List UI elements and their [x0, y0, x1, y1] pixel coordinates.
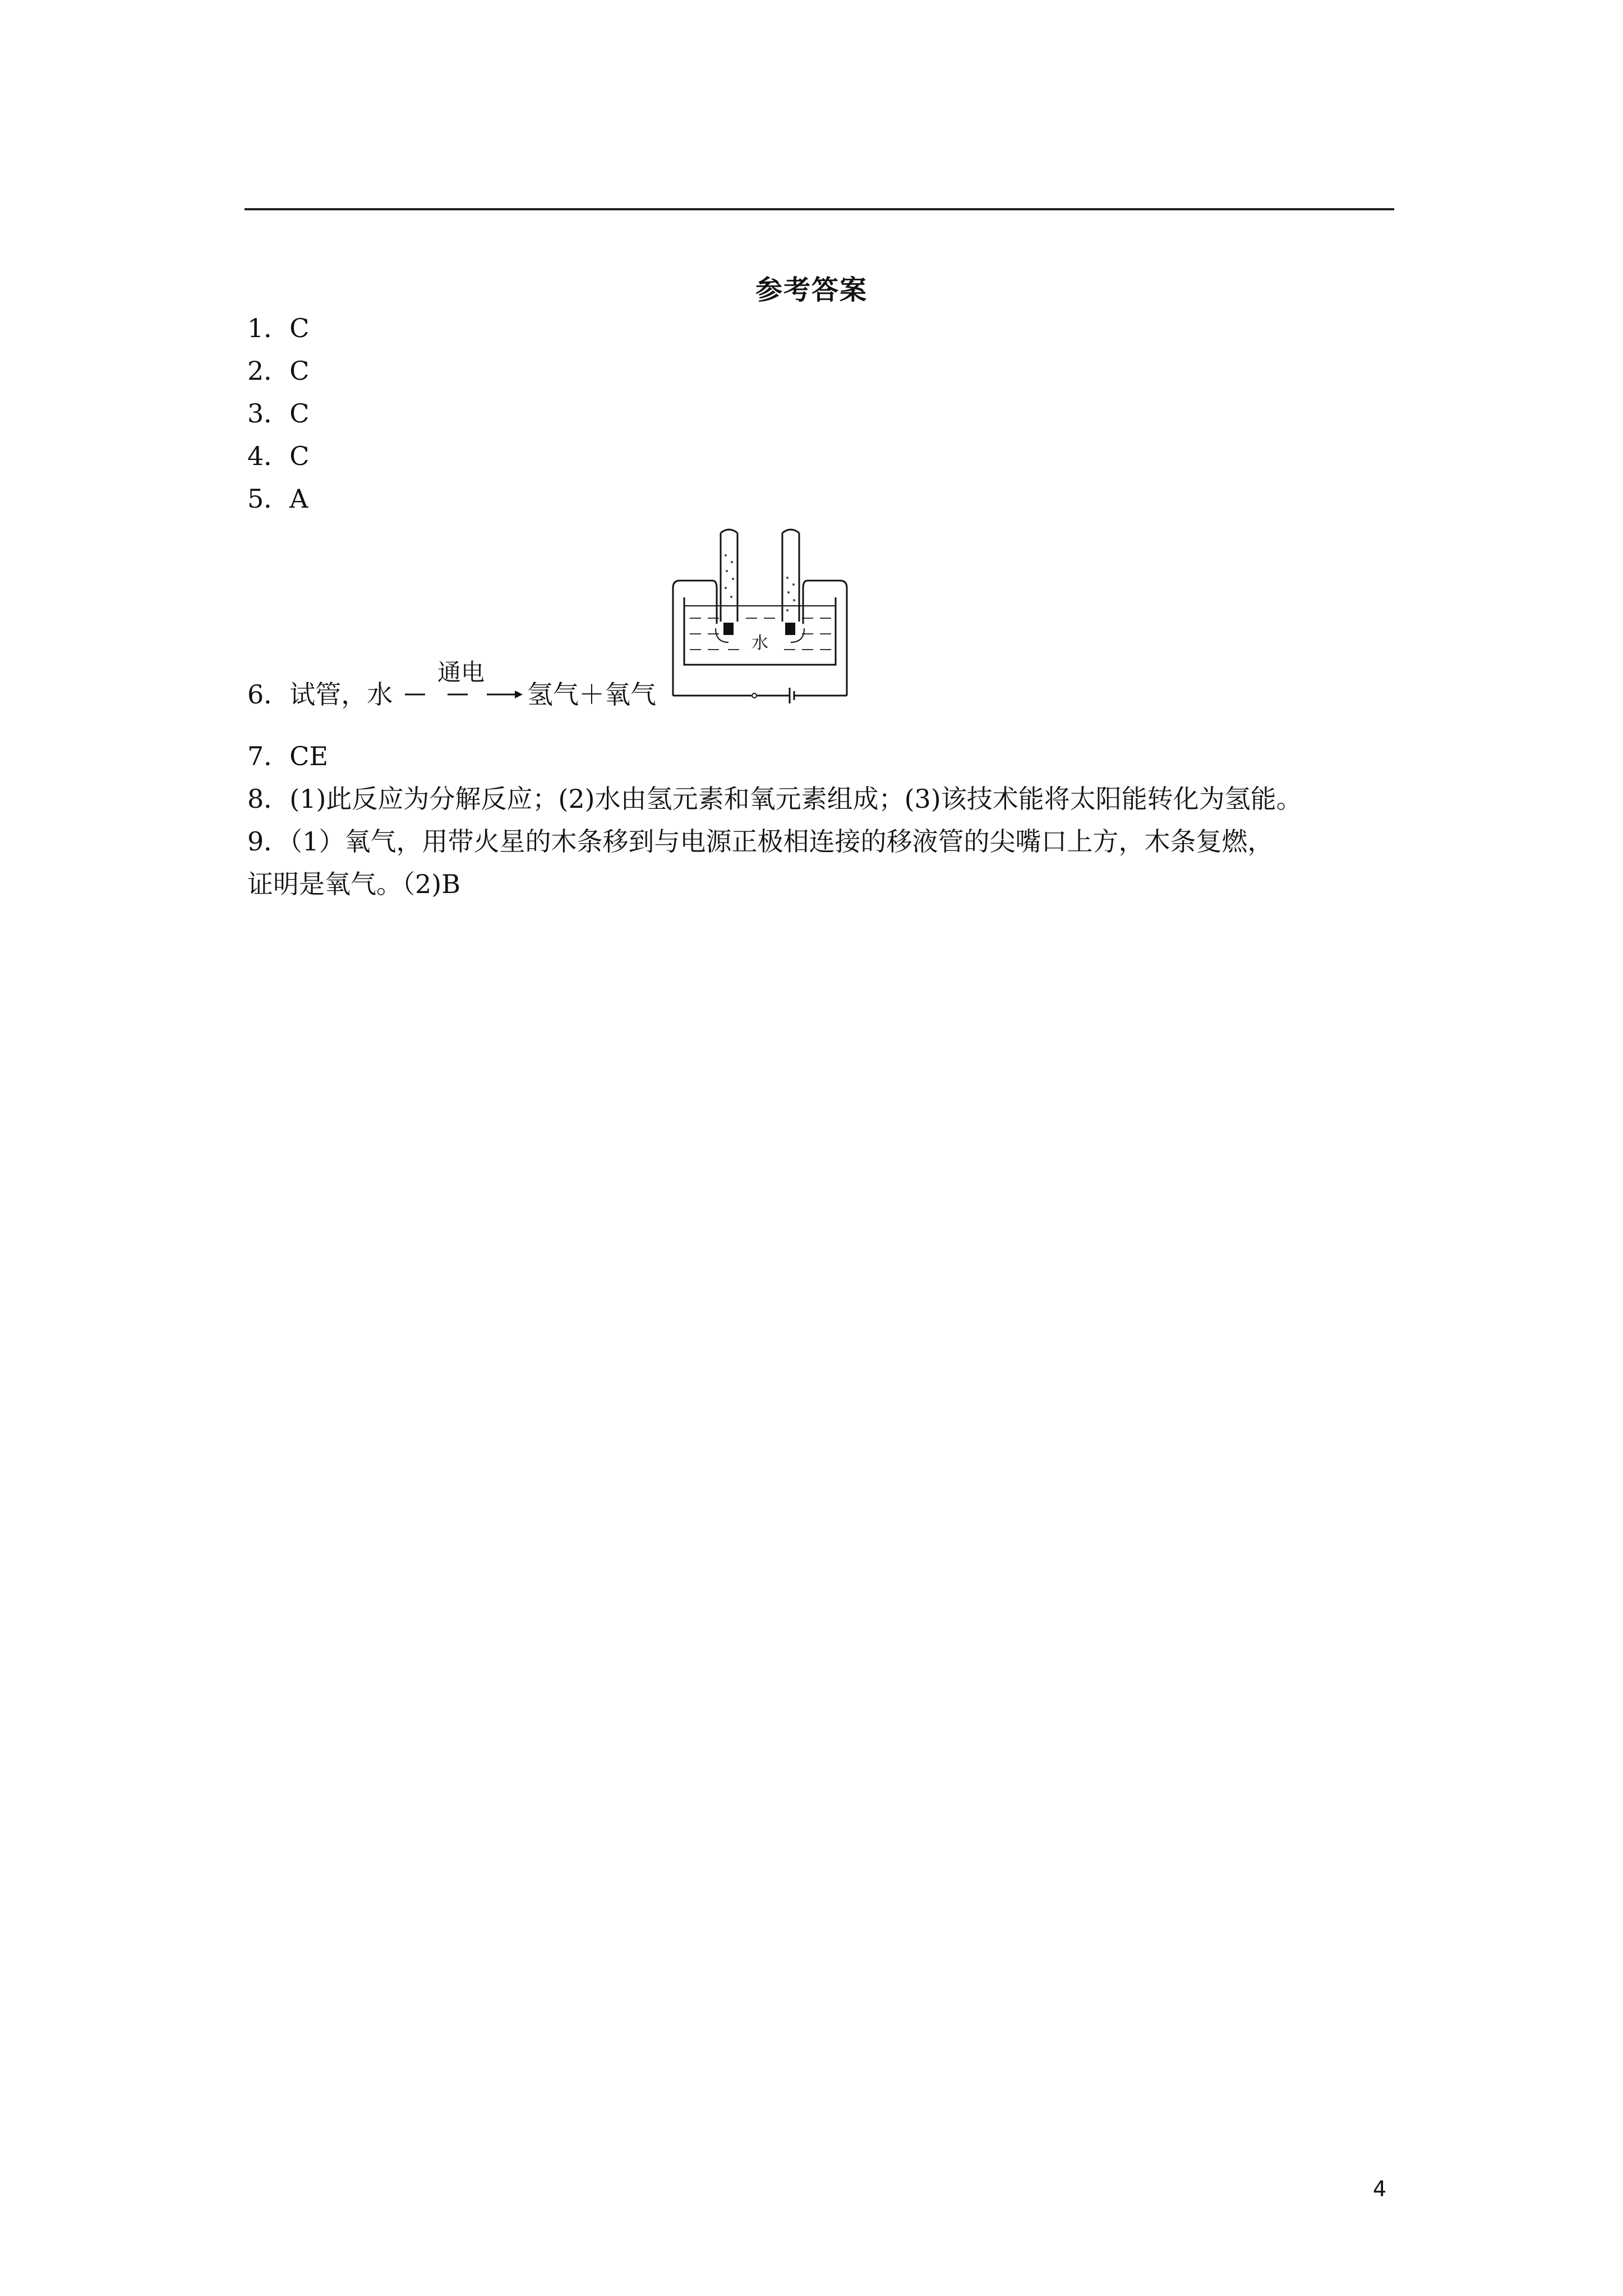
answer-text: A — [289, 484, 308, 514]
answer-text: C — [289, 313, 310, 343]
answer-4 — [247, 439, 309, 473]
answer-9-line-2: 证明是氧气。（2)B — [247, 869, 461, 899]
electrolysis-apparatus-figure — [667, 522, 852, 707]
answer-text: C — [289, 398, 310, 429]
answer-text: C — [289, 356, 310, 386]
answer-1 — [247, 311, 309, 345]
answer-number: 1． — [247, 313, 290, 343]
answer-3 — [247, 397, 309, 430]
answer-number: 3． — [247, 398, 290, 429]
reaction-products: 氢气＋氧气 — [527, 679, 656, 710]
answer-2 — [247, 354, 309, 388]
answer-7: 7．CE — [247, 741, 329, 771]
header-rule — [245, 208, 1394, 210]
answer-9-line-1: 9．（1）氧气，用带火星的木条移到与电源正极相连接的移液管的尖嘴口上方，木条复燃， — [247, 826, 1274, 857]
page-title: 参考答案 — [755, 274, 868, 306]
answer-text: C — [289, 441, 310, 471]
answer-5 — [247, 482, 308, 516]
page-number: 4 — [1373, 2177, 1387, 2201]
figure-water-label: 水 — [751, 633, 768, 653]
answer-6-prefix: 6．试管，水 — [247, 679, 393, 710]
reaction-condition: 通电 — [437, 659, 485, 686]
answer-number: 2． — [247, 356, 290, 386]
answer-number: 5． — [247, 484, 290, 514]
answer-8: 8．(1)此反应为分解反应；(2)水由氢元素和氧元素组成；(3)该技术能将太阳能转化为氢能。 — [247, 784, 1302, 814]
answer-number: 4． — [247, 441, 290, 471]
reaction-arrow — [403, 683, 526, 706]
